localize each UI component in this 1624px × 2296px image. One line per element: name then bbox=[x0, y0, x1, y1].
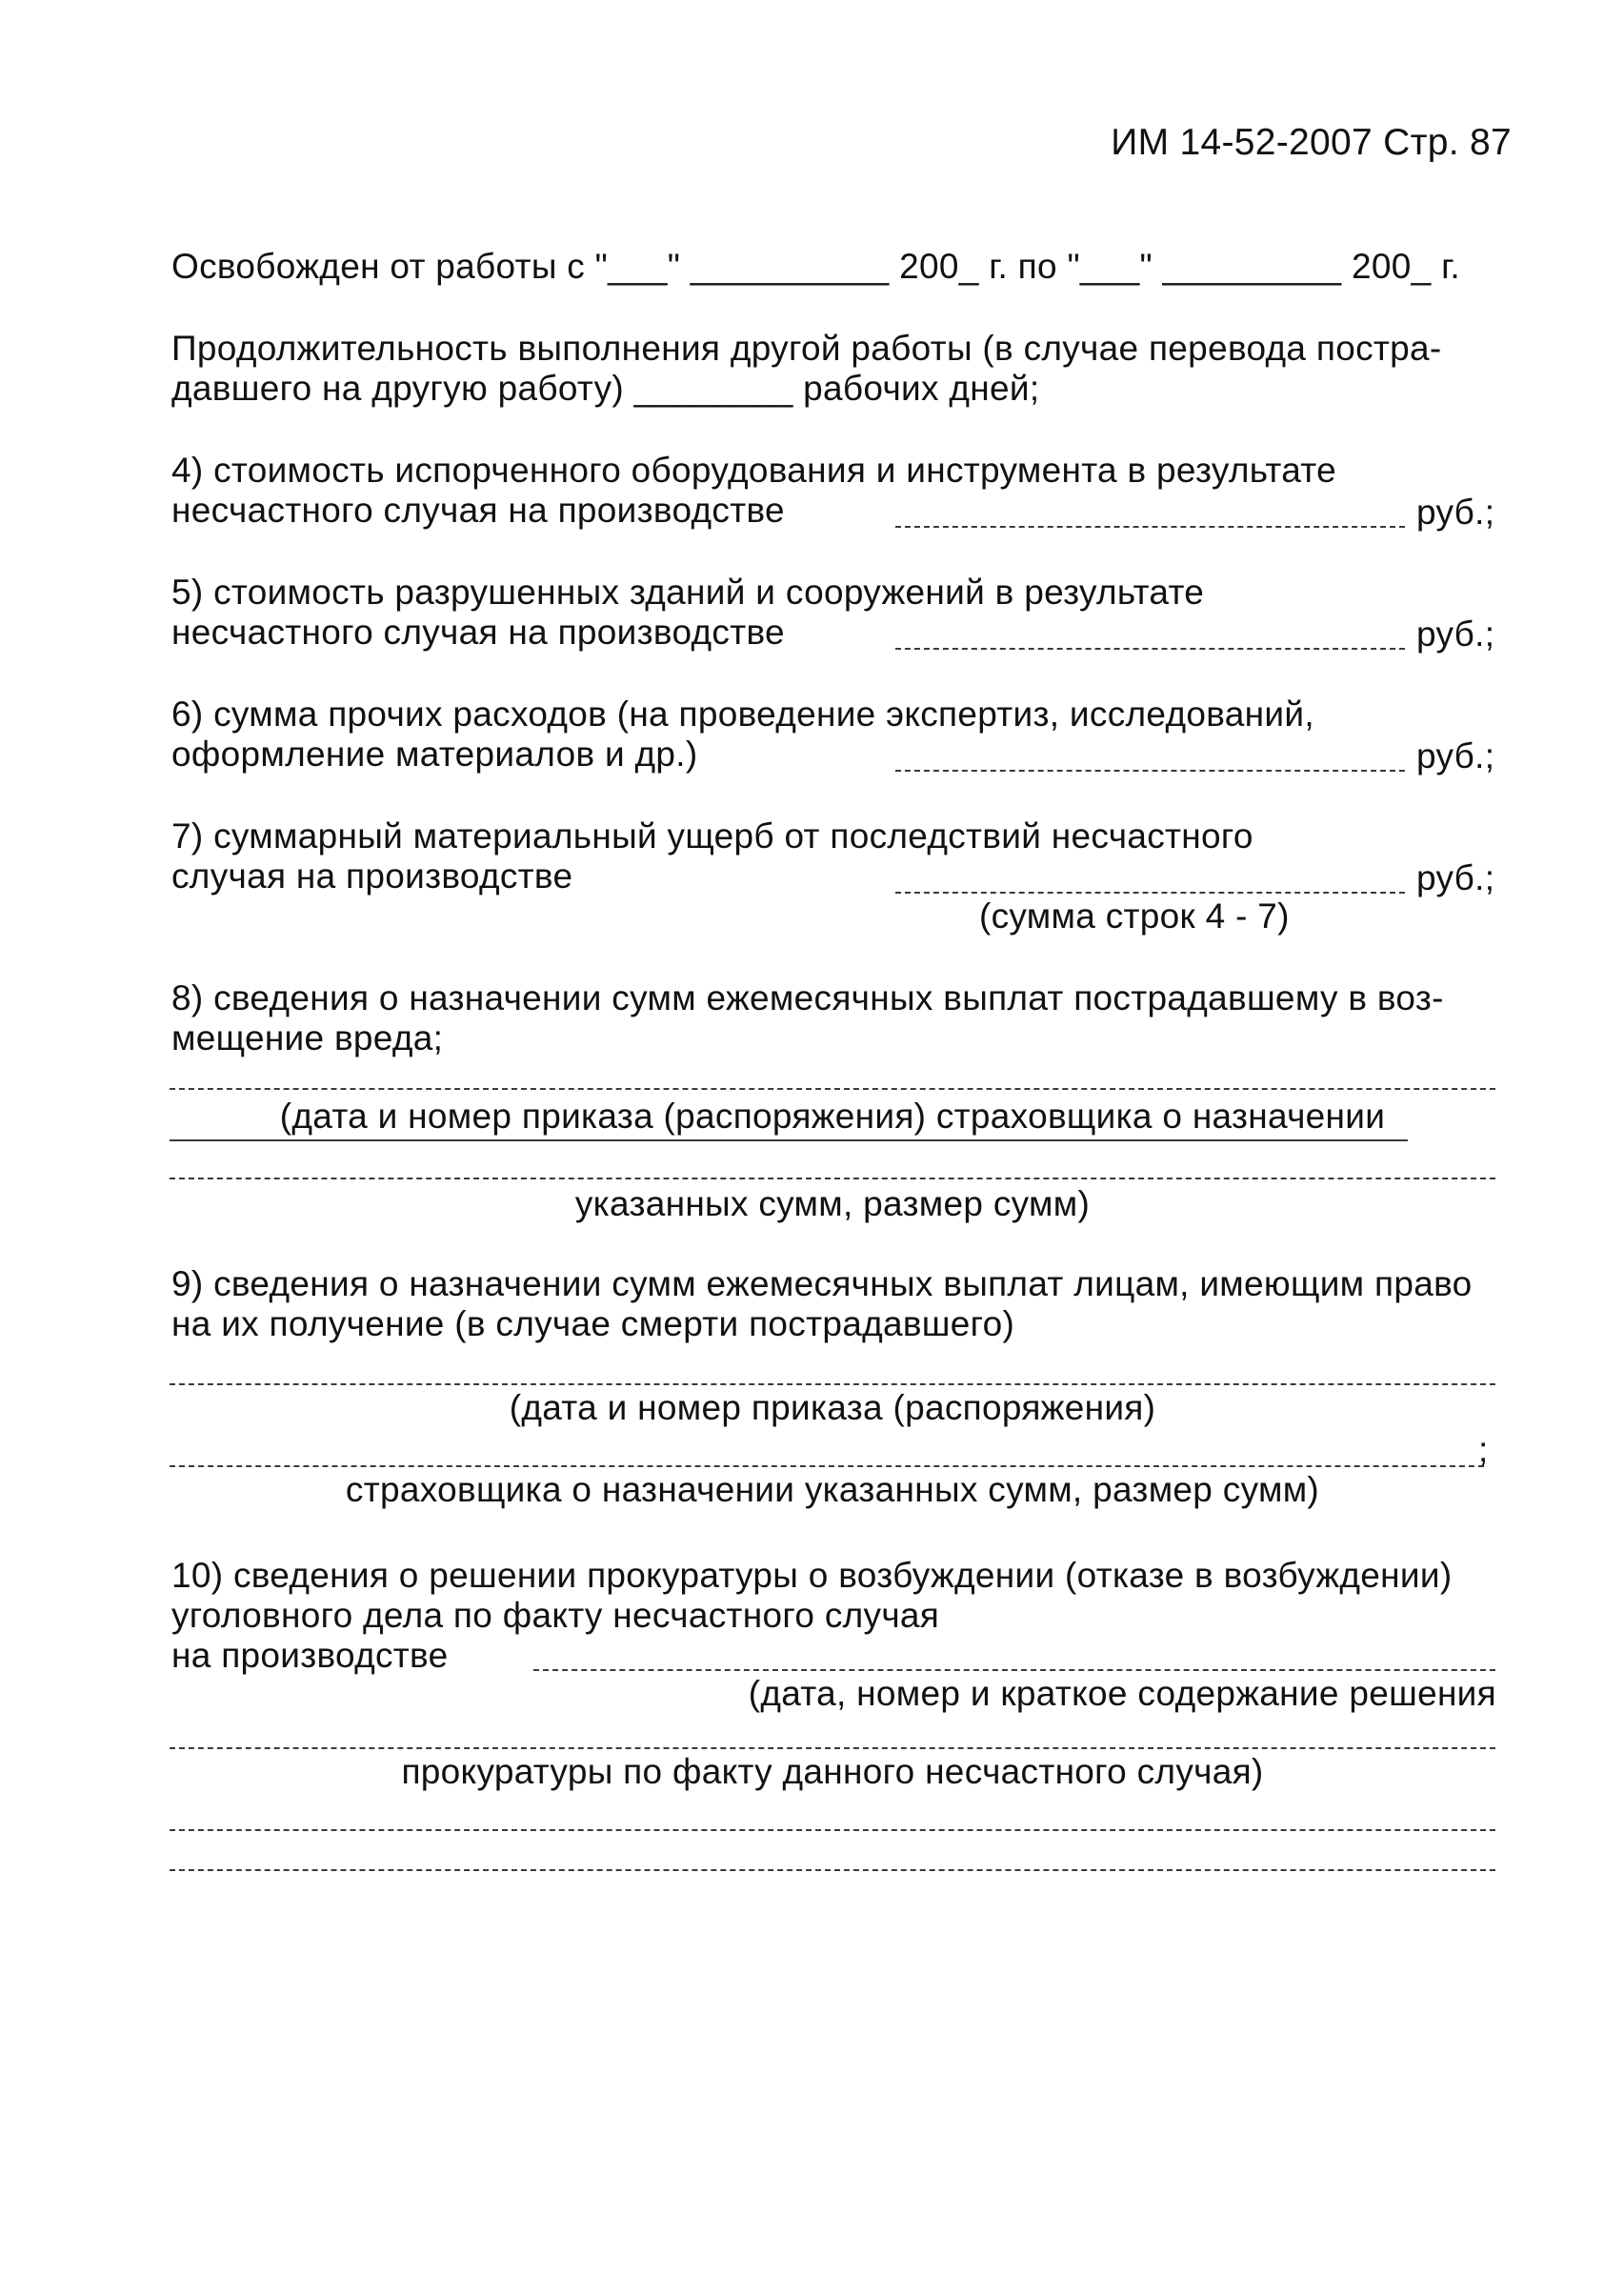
item-8-caption-underline bbox=[170, 1139, 1408, 1141]
item-7-note: (сумма строк 4 - 7) bbox=[979, 896, 1290, 936]
item-10-line-3: на производстве bbox=[171, 1636, 449, 1675]
item-4-amount-line bbox=[895, 526, 1405, 528]
item-5-line-2: несчастного случая на производстве bbox=[171, 613, 785, 652]
item-8-line-1: 8) сведения о назначении сумм ежемесячных выплат пострадавшему в воз- bbox=[171, 978, 1444, 1017]
item-9-line-2: на их получение (в случае смерти пострадавшего) bbox=[171, 1304, 1015, 1343]
item-9-caption-2: страховщика о назначении указанных сумм, размер сумм) bbox=[345, 1470, 1320, 1509]
item-6-line-1: 6) сумма прочих расходов (на проведение экспертиз, исследований, bbox=[171, 695, 1314, 734]
item-7-line-2: случая на производстве bbox=[171, 856, 573, 896]
item-6-line-2: оформление материалов и др.) bbox=[171, 735, 698, 774]
page-header: ИМ 14-52-2007 Стр. 87 bbox=[1111, 122, 1512, 163]
item-9-caption-1: (дата и номер приказа (распоряжения) bbox=[509, 1388, 1156, 1427]
item-10-fill-line-1 bbox=[533, 1669, 1495, 1671]
item-7-unit: руб.; bbox=[1416, 858, 1495, 897]
item-6-amount-line bbox=[895, 770, 1405, 772]
item-10-fill-line-2 bbox=[170, 1747, 1495, 1749]
item-4-line-1: 4) стоимость испорченного оборудования и инструмента в результате bbox=[171, 451, 1337, 490]
item-4-line-2: несчастного случая на производстве bbox=[171, 491, 785, 530]
item-7-line-1: 7) суммарный материальный ущерб от последствий несчастного bbox=[171, 816, 1253, 856]
item-5-amount-line bbox=[895, 648, 1405, 650]
item-10-caption-1: (дата, номер и краткое содержание решения bbox=[748, 1674, 1496, 1713]
item-5-line-1: 5) стоимость разрушенных зданий и сооружений в результате bbox=[171, 573, 1205, 612]
item-10-line-2: уголовного дела по факту несчастного случая bbox=[171, 1596, 940, 1635]
item-10-fill-line-3 bbox=[170, 1829, 1495, 1831]
duration-line-1: Продолжительность выполнения другой работы (в случае перевода постра- bbox=[171, 329, 1442, 368]
released-line: Освобожден от работы с "___" __________ 200_ г. по "___" _________ 200_ г. bbox=[171, 247, 1460, 286]
item-6-unit: руб.; bbox=[1416, 736, 1495, 775]
item-9-fill-line-2 bbox=[170, 1465, 1484, 1467]
item-4-unit: руб.; bbox=[1416, 493, 1495, 532]
item-9-line-1: 9) сведения о назначении сумм ежемесячных выплат лицам, имеющим право bbox=[171, 1264, 1473, 1303]
item-7-amount-line bbox=[895, 892, 1405, 894]
item-8-fill-line-1 bbox=[170, 1088, 1495, 1090]
duration-line-2: давшего на другую работу) ________ рабочих дней; bbox=[171, 369, 1040, 408]
item-5-unit: руб.; bbox=[1416, 614, 1495, 654]
item-10-caption-2: прокуратуры по факту данного несчастного случая) bbox=[401, 1752, 1264, 1791]
item-8-caption-1: (дата и номер приказа (распоряжения) страховщика о назначении bbox=[279, 1097, 1386, 1136]
item-8-line-2: мещение вреда; bbox=[171, 1018, 444, 1057]
item-8-fill-line-2 bbox=[170, 1178, 1495, 1179]
item-10-line-1: 10) сведения о решении прокуратуры о возбуждении (отказе в возбуждении) bbox=[171, 1556, 1453, 1595]
item-10-fill-line-4 bbox=[170, 1869, 1495, 1871]
item-9-fill-line-1 bbox=[170, 1383, 1495, 1385]
item-8-caption-2: указанных сумм, размер сумм) bbox=[574, 1184, 1091, 1223]
item-9-end-mark: ; bbox=[1478, 1430, 1489, 1469]
